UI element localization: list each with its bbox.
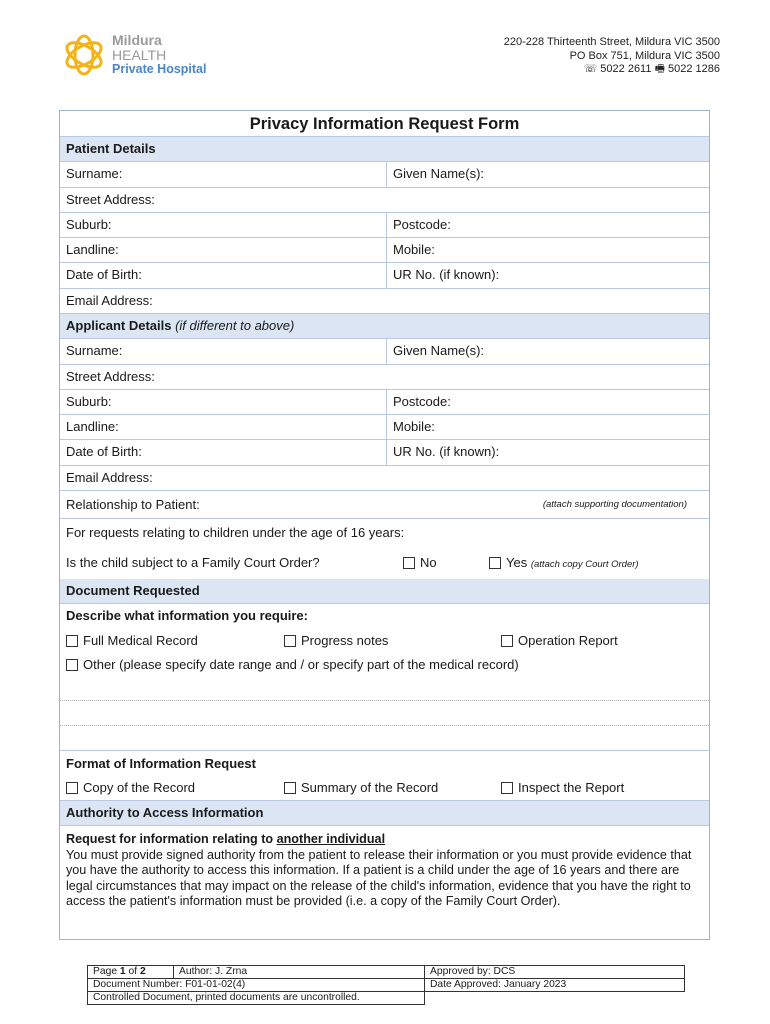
court-order-yes-option[interactable] [489, 555, 639, 570]
authority-subheading-prefix: Request for information relating to [66, 832, 277, 846]
patient-email-field[interactable]: Email Address: [66, 293, 153, 308]
patient-details-header [60, 137, 709, 162]
authority-subheading [66, 832, 695, 848]
document-options-section [60, 604, 709, 701]
children-note: For requests relating to children under the age of 16 years: [66, 525, 405, 540]
document-requested-heading: Document Requested [66, 583, 200, 598]
patient-email-row [60, 289, 709, 314]
patient-suburb-field[interactable]: Suburb: [60, 213, 387, 237]
applicant-street-row [60, 365, 709, 390]
applicant-heading-note: (if different to above) [175, 318, 295, 333]
applicant-surname-field[interactable]: Surname: [60, 339, 387, 364]
applicant-suburb-field[interactable]: Suburb: [60, 390, 387, 414]
patient-street-address-field[interactable]: Street Address: [66, 192, 155, 207]
applicant-street-address-field[interactable]: Street Address: [66, 369, 155, 384]
patient-name-row [60, 162, 709, 188]
format-summary-option[interactable] [284, 780, 438, 795]
applicant-details-header [60, 314, 709, 339]
contact-line [504, 63, 720, 77]
relationship-field[interactable] [60, 491, 709, 518]
applicant-details-heading [60, 314, 709, 338]
format-copy-option[interactable] [66, 780, 195, 795]
patient-surname-field[interactable]: Surname: [60, 162, 387, 187]
applicant-name-row [60, 339, 709, 365]
page-number: Page 1 of 2 [88, 966, 174, 979]
authority-subheading-underlined: another individual [276, 832, 386, 846]
authority-text [66, 832, 695, 910]
other-details-line-2[interactable] [60, 726, 709, 751]
logo-text-health: HEALTH [112, 47, 167, 63]
format-heading: Format of Information Request [66, 756, 256, 771]
court-order-yes-checkbox[interactable] [489, 557, 501, 569]
other-label: Other (please specify date range and / or specify part of the medical record) [83, 657, 519, 672]
court-order-yes-label: Yes [506, 555, 528, 570]
footer-empty-cell [425, 992, 685, 1005]
privacy-request-form [59, 110, 710, 940]
phone-icon: ☏ [583, 63, 598, 75]
inspect-report-label: Inspect the Report [518, 780, 625, 795]
children-section [60, 519, 709, 585]
form-title-row [60, 111, 709, 137]
document-requested-header [60, 579, 709, 604]
date-approved: Date Approved: January 2023 [425, 979, 685, 992]
author: Author: J. Zrna [174, 966, 425, 979]
logo-text-private-hospital: Private Hospital [112, 62, 207, 76]
applicant-ur-field[interactable]: UR No. (if known): [393, 444, 500, 459]
logo-text-mildura: Mildura [112, 32, 162, 48]
other-checkbox[interactable] [66, 659, 78, 671]
describe-heading: Describe what information you require: [66, 608, 308, 623]
hospital-address [504, 36, 720, 77]
applicant-email-row [60, 466, 709, 491]
address-line-2: PO Box 751, Mildura VIC 3500 [569, 49, 720, 62]
applicant-landline-field[interactable]: Landline: [60, 415, 387, 439]
controlled-document-note: Controlled Document, printed documents are uncontrolled. [88, 992, 425, 1005]
authority-section [60, 826, 709, 939]
copy-of-record-label: Copy of the Record [83, 780, 196, 795]
full-medical-record-label: Full Medical Record [83, 633, 198, 648]
applicant-dob-field[interactable]: Date of Birth: [60, 440, 387, 465]
applicant-heading-text: Applicant Details [66, 318, 172, 333]
patient-ur-field[interactable]: UR No. (if known): [393, 267, 500, 282]
format-section [60, 751, 709, 801]
address-line-1: 220-228 Thirteenth Street, Mildura VIC 3500 [503, 36, 720, 48]
document-number: Document Number: F01-01-02(4) [88, 979, 425, 992]
patient-dob-field[interactable]: Date of Birth: [60, 263, 387, 288]
patient-details-heading: Patient Details [66, 141, 156, 156]
option-full-medical-record[interactable] [66, 633, 198, 648]
fax-number: 5022 1286 [668, 63, 720, 75]
patient-suburb-row [60, 213, 709, 238]
document-control-footer [87, 965, 685, 1005]
authority-header [60, 801, 709, 826]
progress-notes-checkbox[interactable] [284, 635, 296, 647]
applicant-dob-row [60, 440, 709, 466]
progress-notes-label: Progress notes [301, 633, 389, 648]
hospital-logo [60, 30, 210, 80]
copy-of-record-checkbox[interactable] [66, 782, 78, 794]
relationship-row [60, 491, 709, 519]
approved-by: Approved by: DCS [425, 966, 685, 979]
relationship-label: Relationship to Patient: [66, 497, 200, 512]
court-order-no-checkbox[interactable] [403, 557, 415, 569]
fax-icon: 🖷 [654, 63, 665, 75]
patient-landline-field[interactable]: Landline: [60, 238, 387, 262]
relationship-note: (attach supporting documentation) [542, 499, 687, 510]
applicant-given-name-field[interactable]: Given Name(s): [393, 343, 485, 358]
applicant-suburb-row [60, 390, 709, 415]
summary-of-record-label: Summary of the Record [301, 780, 439, 795]
applicant-email-field[interactable]: Email Address: [66, 470, 153, 485]
applicant-postcode-field[interactable]: Postcode: [393, 394, 451, 409]
court-order-question: Is the child subject to a Family Court Order? [66, 555, 320, 570]
option-progress-notes[interactable] [284, 633, 388, 648]
phone-number: 5022 2611 [600, 63, 652, 75]
full-medical-record-checkbox[interactable] [66, 635, 78, 647]
patient-dob-row [60, 263, 709, 289]
applicant-mobile-field[interactable]: Mobile: [393, 419, 435, 434]
logo-mark-icon [60, 32, 108, 78]
inspect-report-checkbox[interactable] [501, 782, 513, 794]
patient-mobile-field[interactable]: Mobile: [393, 242, 435, 257]
patient-postcode-field[interactable]: Postcode: [393, 217, 451, 232]
option-other[interactable] [66, 657, 519, 672]
form-title: Privacy Information Request Form [249, 115, 520, 133]
court-order-no-option[interactable] [403, 555, 437, 570]
court-order-no-label: No [420, 555, 437, 570]
patient-street-row [60, 188, 709, 213]
option-operation-report[interactable] [501, 633, 618, 648]
court-order-yes-note: (attach copy Court Order) [530, 559, 639, 570]
operation-report-label: Operation Report [518, 633, 618, 648]
patient-phone-row [60, 238, 709, 263]
other-details-line-1[interactable] [60, 701, 709, 726]
applicant-phone-row [60, 415, 709, 440]
summary-of-record-checkbox[interactable] [284, 782, 296, 794]
authority-heading: Authority to Access Information [66, 805, 264, 820]
operation-report-checkbox[interactable] [501, 635, 513, 647]
authority-body: You must provide signed authority from the patient to release their information or you must provide evidence that you have the authority to access this information. If a patient is a child under the age of 16 years and there are legal circumstances that may impact on the release of the child's information, evidence that you have the right to access the patient's information must be provided (i.e. a copy of the Family Court Order). [66, 847, 692, 908]
patient-given-name-field[interactable]: Given Name(s): [393, 166, 485, 181]
format-inspect-option[interactable] [501, 780, 624, 795]
